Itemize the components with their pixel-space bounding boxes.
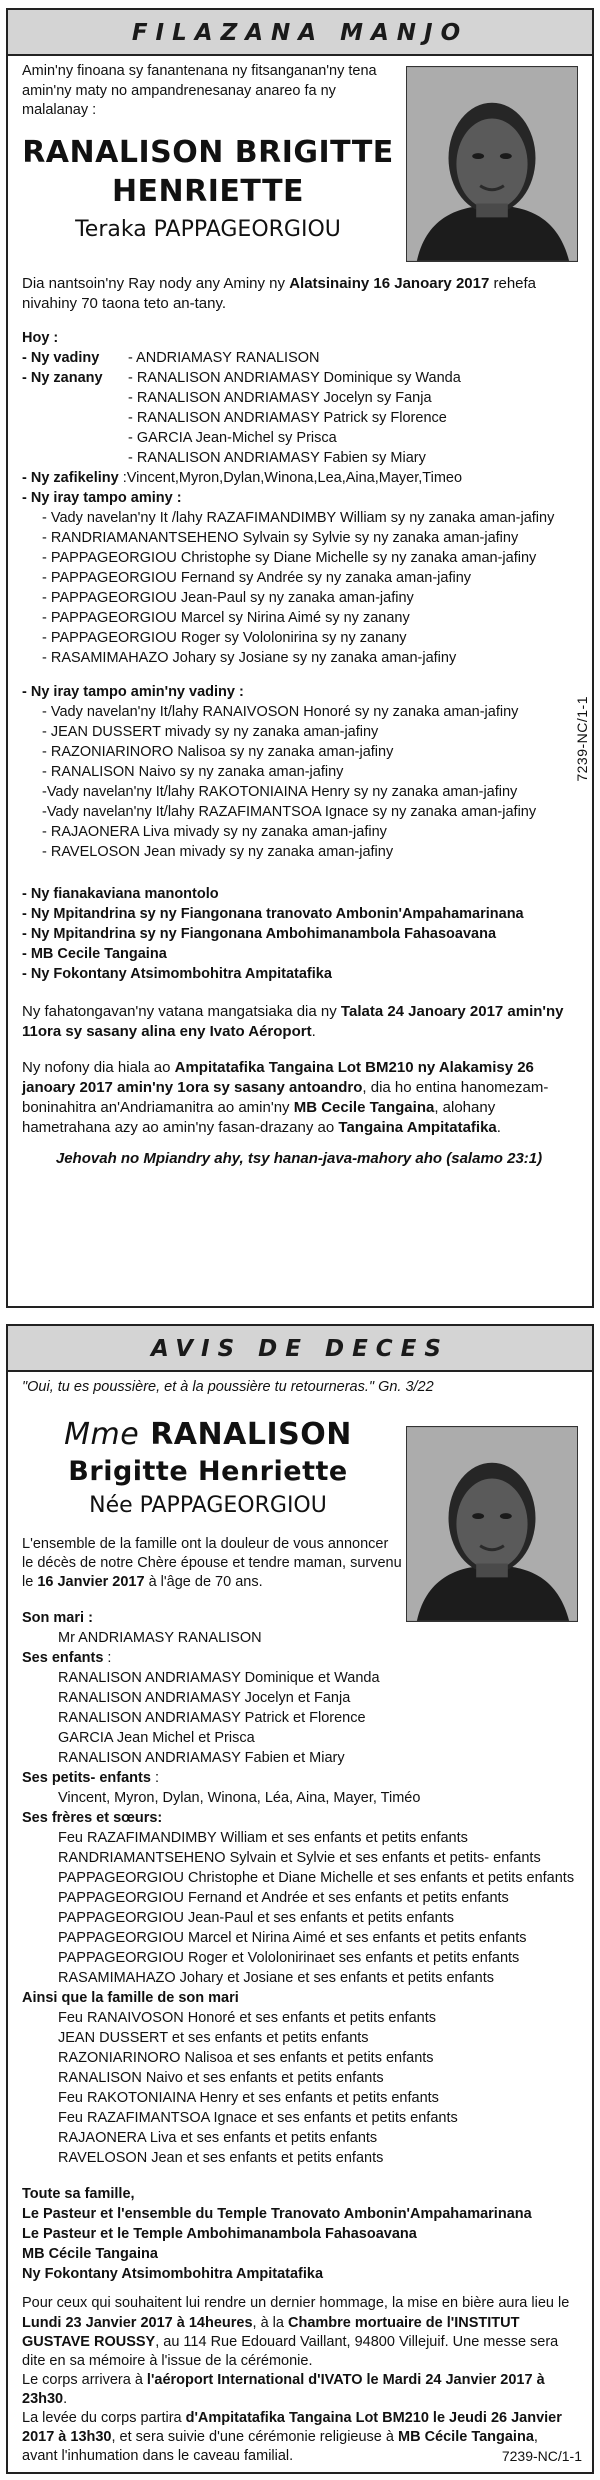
list-item: - Vady navelan'ny It/lahy RANAIVOSON Honoré sy ny zanaka aman-jafiny bbox=[42, 703, 519, 720]
list-item: - PAPPAGEORGIOU Christophe sy Diane Michelle sy ny zanaka aman-jafiny bbox=[42, 549, 537, 566]
list-item: Le Pasteur et l'ensemble du Temple Tranovato Ambonin'Ampahamarinana bbox=[22, 2206, 532, 2223]
portrait-photo bbox=[406, 1426, 578, 1622]
list-item: Feu RAZAFIMANDIMBY William et ses enfants et petits enfants bbox=[58, 1830, 468, 1847]
obituary-body bbox=[8, 1372, 592, 2467]
list-item: - GARCIA Jean-Michel sy Prisca bbox=[128, 429, 337, 446]
signatories-list bbox=[22, 2184, 576, 2284]
list-item: - Ny Mpitandrina sy ny Fiangonana tranovato Ambonin'Ampahamarinana bbox=[22, 905, 524, 922]
tampo-list bbox=[22, 508, 576, 668]
c2-pre: Le corps arrivera à bbox=[22, 2371, 143, 2388]
list-item: Ny Fokontany Atsimombohitra Ampitatafika bbox=[22, 2266, 324, 2283]
petits-label: Ses petits- enfants bbox=[22, 1770, 151, 1787]
list-item: RAVELOSON Jean et ses enfants et petits enfants bbox=[58, 2150, 384, 2167]
portrait-image bbox=[407, 67, 577, 261]
obituary-malagasy bbox=[6, 8, 594, 1308]
reference-code: 7239-NC/1-1 bbox=[501, 2448, 582, 2465]
others-list bbox=[22, 884, 576, 984]
c1-place: Chambre mortuaire de l'INSTITUT GUSTAVE ROUSSY bbox=[22, 2314, 520, 2350]
list-item: - RASAMIMAHAZO Johary sy Josiane sy ny zanaka aman-jafiny bbox=[42, 649, 457, 666]
list-item: - PAPPAGEORGIOU Jean-Paul sy ny zanaka aman-jafiny bbox=[42, 589, 414, 606]
burial-pre: Ny nofony dia hiala ao bbox=[22, 1058, 171, 1076]
list-item: Feu RAZAFIMANTSOA Ignace et ses enfants et petits enfants bbox=[58, 2110, 458, 2127]
burial-mid2: , alohany hametrahana azy ao amin'ny fasan-drazany ao bbox=[22, 1098, 496, 1136]
tampo-vady-label: - Ny iray tampo amin'ny vadiny : bbox=[22, 683, 244, 700]
list-item: - RANALISON Naivo sy ny zanaka aman-jafiny bbox=[42, 763, 344, 780]
c3-date: d'Ampitatafika Tangaina Lot BM210 le Jeudi 26 Janvier 2017 à 13h30 bbox=[22, 2410, 562, 2446]
obituary-body bbox=[8, 56, 592, 1169]
list-item: JEAN DUSSERT et ses enfants et petits enfants bbox=[58, 2030, 369, 2047]
name-line-2: Brigitte Henriette bbox=[68, 1456, 348, 1488]
hoy-label: Hoy : bbox=[22, 329, 59, 346]
c1-mid: , à la bbox=[252, 2314, 284, 2331]
c2-end: . bbox=[63, 2391, 68, 2408]
list-item: Toute sa famille, bbox=[22, 2186, 135, 2203]
arrival-text bbox=[22, 1002, 576, 1042]
zafikeliny-row bbox=[22, 468, 576, 488]
family-list bbox=[22, 1608, 576, 2284]
obituary-french bbox=[6, 1324, 594, 2474]
list-item: - RANALISON ANDRIAMASY Patrick sy Florence bbox=[128, 409, 447, 426]
reference-code: 7239-NC/1-1 bbox=[574, 696, 591, 782]
name-prefix: Mme bbox=[64, 1417, 140, 1453]
enfants-colon: : bbox=[103, 1650, 112, 1667]
list-item: RANALISON ANDRIAMASY Dominique et Wanda bbox=[58, 1670, 380, 1687]
list-item: PAPPAGEORGIOU Christophe et Diane Michelle et ses enfants et petits enfants bbox=[58, 1870, 575, 1887]
list-item: RANDRIAMANTSEHENO Sylvain et Sylvie et ses enfants et petits- enfants bbox=[58, 1850, 541, 1867]
vady-row bbox=[22, 348, 576, 368]
c2-place: l'aéroport International d'IVATO bbox=[146, 2371, 363, 2388]
bible-verse: Jehovah no Mpiandry ahy, tsy hanan-java-mahory aho (salamo 23:1) bbox=[55, 1150, 543, 1168]
death-announcement bbox=[22, 1535, 402, 1593]
list-item: - MB Cecile Tangaina bbox=[22, 945, 167, 962]
list-item: RAZONIARINORO Nalisoa et ses enfants et petits enfants bbox=[58, 2050, 434, 2067]
burial-place: Tangaina Ampitatafika bbox=[338, 1118, 497, 1136]
zanany-row bbox=[22, 368, 576, 468]
petits-heading bbox=[22, 1768, 576, 1788]
death-announcement bbox=[22, 274, 576, 314]
list-item: - PAPPAGEORGIOU Roger sy Vololonirina sy ny zanany bbox=[42, 629, 407, 646]
burial-date: Ampitatafika Tangaina Lot BM210 ny Alakamisy 26 janoary 2017 amin'ny 1ora sy sasany antoandro bbox=[22, 1058, 534, 1096]
c1-date: Lundi 23 Janvier 2017 à 14heures bbox=[22, 2314, 253, 2331]
list-item: Le Pasteur et le Temple Ambohimanambola Fahasoavana bbox=[22, 2226, 417, 2243]
list-item: RANALISON ANDRIAMASY Fabien et Miary bbox=[58, 1750, 345, 1767]
list-item: RANALISON ANDRIAMASY Jocelyn et Fanja bbox=[58, 1690, 351, 1707]
c3-mid: , et sera suivie d'une cérémonie religieuse à bbox=[111, 2429, 394, 2446]
zanany-list bbox=[128, 368, 576, 468]
banner-title: FILAZANA MANJO bbox=[8, 10, 592, 56]
list-item: - Vady navelan'ny It /lahy RAZAFIMANDIMBY William sy ny zanaka aman-jafiny bbox=[42, 509, 555, 526]
portrait-image bbox=[407, 1427, 577, 1621]
c3-church: MB Cécile Tangaina bbox=[397, 2429, 534, 2446]
zanany-label: - Ny zanany bbox=[22, 369, 103, 386]
list-item: -Vady navelan'ny It/lahy RAKOTONIAINA Henry sy ny zanaka aman-jafiny bbox=[42, 783, 518, 800]
tampo-label: - Ny iray tampo aminy : bbox=[22, 489, 182, 506]
levee-du-corps bbox=[22, 2409, 576, 2466]
list-item: RASAMIMAHAZO Johary et Josiane et ses enfants et petits enfants bbox=[58, 1970, 495, 1987]
maiden-name: Teraka PAPPAGEORGIOU bbox=[75, 216, 341, 242]
c2-date: le Mardi 24 Janvier 2017 à 23h30 bbox=[22, 2371, 545, 2408]
bible-quote: "Oui, tu es poussière, et à la poussière tu retourneras." Gn. 3/22 bbox=[22, 1379, 434, 1395]
burial-end: . bbox=[496, 1118, 501, 1136]
name-line-1 bbox=[22, 1415, 394, 1454]
arrival-pre: Ny fahatongavan'ny vatana mangatsiaka dia ny bbox=[22, 1002, 337, 1020]
surname: RANALISON bbox=[150, 1417, 352, 1453]
enfants-list bbox=[22, 1668, 576, 1768]
list-item: RAJAONERA Liva et ses enfants et petits enfants bbox=[58, 2130, 378, 2147]
death-day: Alatsinainy bbox=[289, 274, 370, 292]
c1-pre: Pour ceux qui souhaitent lui rendre un dernier hommage, la mise en bière aura lieu le bbox=[22, 2295, 570, 2312]
death-date: 16 Janvier 2017 bbox=[37, 1574, 145, 1591]
maiden-name: Née PAPPAGEORGIOU bbox=[89, 1493, 327, 1519]
name-line-1: RANALISON BRIGITTE bbox=[22, 134, 394, 170]
tampo-vady-list bbox=[22, 702, 576, 862]
intro-text: Amin'ny finoana sy fanantenana ny fitsanganan'ny tena amin'ny maty no ampandrenesanay anareo fa ny malalanay : bbox=[22, 63, 377, 119]
list-item: GARCIA Jean Michel et Prisca bbox=[58, 1730, 255, 1747]
mise-en-biere bbox=[22, 2294, 576, 2371]
list-item: - RANALISON ANDRIAMASY Fabien sy Miary bbox=[128, 449, 426, 466]
vady-label: - Ny vadiny bbox=[22, 349, 100, 366]
mari-label: Son mari : bbox=[22, 1610, 93, 1627]
list-item: -Vady navelan'ny It/lahy RAZAFIMANTSOA Ignace sy ny zanaka aman-jafiny bbox=[42, 803, 537, 820]
death-text: Dia nantsoin'ny Ray nody any Aminy ny bbox=[22, 274, 286, 292]
c3-pre: La levée du corps partira bbox=[22, 2410, 182, 2427]
freres-label: Ses frères et sœurs: bbox=[22, 1810, 163, 1827]
death-rest: rehefa nivahiny 70 taona teto an-tany. bbox=[22, 274, 537, 312]
list-item: RANALISON Naivo et ses enfants et petits enfants bbox=[58, 2070, 384, 2087]
list-item: - RANALISON ANDRIAMASY Dominique sy Wanda bbox=[128, 369, 461, 386]
c3-post: , avant l'inhumation dans le caveau familial. bbox=[22, 2429, 538, 2465]
family-list bbox=[22, 328, 576, 984]
petits-colon: : bbox=[150, 1770, 159, 1787]
name-line-2: HENRIETTE bbox=[111, 173, 305, 209]
list-item: PAPPAGEORGIOU Jean-Paul et ses enfants et petits enfants bbox=[58, 1910, 454, 1927]
intro-post: à l'âge de 70 ans. bbox=[148, 1574, 263, 1591]
banner-title: AVIS DE DECES bbox=[8, 1326, 592, 1372]
list-item: - JEAN DUSSERT mivady sy ny zanaka aman-jafiny bbox=[42, 723, 379, 740]
list-item: MB Cécile Tangaina bbox=[22, 2246, 158, 2263]
vady-value: - ANDRIAMASY RANALISON bbox=[128, 349, 320, 366]
list-item: - RANALISON ANDRIAMASY Jocelyn sy Fanja bbox=[128, 389, 432, 406]
deceased-name bbox=[22, 1415, 394, 1520]
enfants-label: Ses enfants bbox=[22, 1650, 104, 1667]
freres-list bbox=[22, 1828, 576, 1988]
arrival-end: . bbox=[311, 1022, 316, 1040]
list-item: PAPPAGEORGIOU Marcel et Nirina Aimé et ses enfants et petits enfants bbox=[58, 1930, 527, 1947]
list-item: Feu RANAIVOSON Honoré et ses enfants et petits enfants bbox=[58, 2010, 436, 2027]
burial-church: MB Cecile Tangaina bbox=[293, 1098, 435, 1116]
list-item: Feu RAKOTONIAINA Henry et ses enfants et petits enfants bbox=[58, 2090, 439, 2107]
ceremony-details bbox=[22, 2294, 576, 2466]
list-item: PAPPAGEORGIOU Roger et Vololonirinaet ses enfants et petits enfants bbox=[58, 1950, 520, 1967]
arrival-date: Talata 24 Janoary 2017 amin'ny 11ora sy sasany alina eny Ivato Aéroport bbox=[22, 1002, 564, 1040]
list-item: - Ny Mpitandrina sy ny Fiangonana Ambohimanambola Fahasoavana bbox=[22, 925, 497, 942]
c1-post: , au 114 Rue Edouard Vaillant, 94800 Villejuif. Une messe sera dite en sa mémoire à l'issue de la cérémonie. bbox=[22, 2333, 559, 2369]
burial-text bbox=[22, 1058, 576, 1138]
list-item: - RAJAONERA Liva mivady sy ny zanaka aman-jafiny bbox=[42, 823, 387, 840]
zafikeliny-value: :Vincent,Myron,Dylan,Winona,Lea,Aina,Mayer,Timeo bbox=[122, 469, 463, 486]
list-item: - RAVELOSON Jean mivady sy ny zanaka aman-jafiny bbox=[42, 843, 394, 860]
deceased-name bbox=[22, 133, 394, 244]
list-item: - Ny Fokontany Atsimombohitra Ampitatafika bbox=[22, 965, 332, 982]
intro-pre: L'ensemble de la famille ont la douleur de vous annoncer le décès de notre Chère épouse et tendre maman, survenu le bbox=[22, 1535, 402, 1591]
list-item: - Ny fianakaviana manontolo bbox=[22, 885, 219, 902]
list-item: - PAPPAGEORGIOU Fernand sy Andrée sy ny zanaka aman-jafiny bbox=[42, 569, 472, 586]
famille-list bbox=[22, 2008, 576, 2168]
arrival bbox=[22, 2371, 576, 2409]
list-item: PAPPAGEORGIOU Fernand et Andrée et ses enfants et petits enfants bbox=[58, 1890, 509, 1907]
list-item: - RANDRIAMANANTSEHENO Sylvain sy Sylvie sy ny zanaka aman-jafiny bbox=[42, 529, 519, 546]
petits-value: Vincent, Myron, Dylan, Winona, Léa, Aina, Mayer, Timéo bbox=[58, 1790, 421, 1807]
burial-mid: , dia ho entina hanomezam-boninahitra an'Andriamanitra ao amin'ny bbox=[22, 1078, 549, 1116]
death-date: 16 Janoary 2017 bbox=[373, 274, 490, 292]
list-item: RANALISON ANDRIAMASY Patrick et Florence bbox=[58, 1710, 366, 1727]
portrait-photo bbox=[406, 66, 578, 262]
mari-value: Mr ANDRIAMASY RANALISON bbox=[58, 1630, 262, 1647]
famille-label: Ainsi que la famille de son mari bbox=[22, 1990, 239, 2007]
list-item: - RAZONIARINORO Nalisoa sy ny zanaka aman-jafiny bbox=[42, 743, 394, 760]
list-item: - PAPPAGEORGIOU Marcel sy Nirina Aimé sy ny zanany bbox=[42, 609, 410, 626]
zafikeliny-label: - Ny zafikeliny bbox=[22, 469, 119, 486]
enfants-heading bbox=[22, 1648, 576, 1668]
